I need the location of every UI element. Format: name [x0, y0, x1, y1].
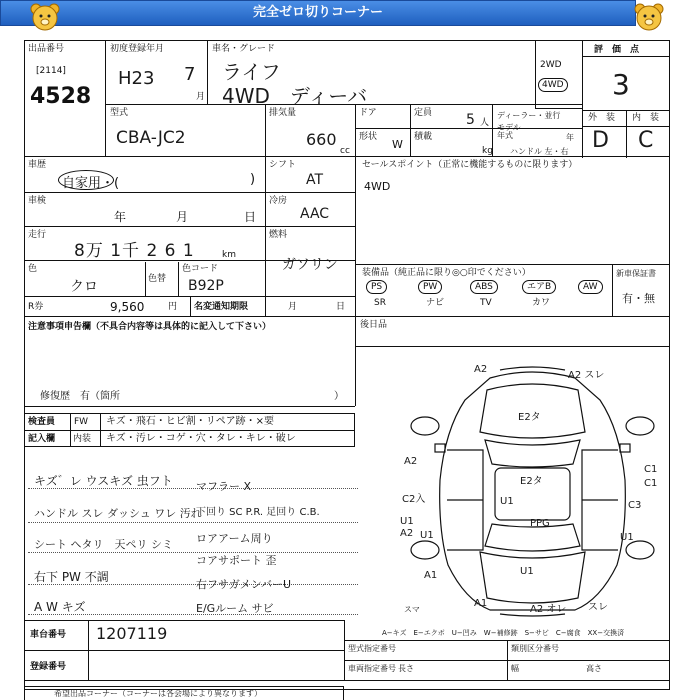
- handwritten-note-5: A W キズ: [34, 600, 86, 614]
- repair-history-close: ）: [334, 391, 344, 402]
- month-unit: 月: [196, 92, 206, 102]
- length-label: 長さ: [398, 664, 414, 673]
- damage-label-rear-scuff: スレ: [588, 602, 608, 613]
- inspector-interior-row: キズ・汚レ・コゲ・穴・タレ・キレ・破レ: [106, 433, 296, 444]
- equipment-label: 装備品（純正品に限り◎○印でください）: [362, 268, 531, 278]
- recycle-unit: 円: [168, 302, 178, 312]
- lot-number-label: 出品番号: [28, 44, 65, 54]
- category-label: 類別区分番号: [511, 644, 559, 653]
- capacity-label: 定員: [414, 108, 433, 118]
- registration-label: 登録番号: [30, 662, 67, 672]
- chassis-number: 1207119: [96, 624, 168, 643]
- damage-label-rear-left: スマ: [404, 605, 420, 614]
- equipment-airbag: エアB: [522, 280, 556, 294]
- recycle-value: 9,560: [110, 300, 145, 314]
- drive-2wd: 2WD: [540, 60, 562, 70]
- color-code-value: B92P: [188, 278, 224, 294]
- damage-label-rear-a1-b: A1: [424, 570, 438, 581]
- shape-label: 形状: [359, 132, 378, 142]
- car-name: ライフ: [222, 60, 281, 84]
- damage-label-rear-a1: A1: [474, 598, 488, 609]
- handwritten-note-right-1: マフラー X: [196, 480, 252, 493]
- handle-label: ハンドル 左・右: [510, 147, 569, 156]
- damage-label-right-c1: C1: [644, 464, 658, 475]
- handwritten-note-right-3: ロアアーム周り: [196, 532, 273, 545]
- history-circle-mark: [58, 170, 114, 190]
- chassis-label: 車台番号: [30, 630, 67, 640]
- inspector-label: 検査員: [28, 417, 56, 427]
- color-code-label: 色コード: [182, 264, 219, 274]
- teddy-bear-left-icon: [28, 2, 62, 34]
- handwritten-note-right-4: コアサポート 歪: [196, 554, 277, 567]
- load-unit: kg: [482, 146, 493, 156]
- first-registration-month: 7: [184, 64, 196, 85]
- car-grade: 4WD ディーバ: [222, 84, 368, 108]
- first-registration-label: 初度登録年月: [110, 44, 165, 54]
- history-close: ): [250, 172, 256, 187]
- vehicle-spec-label: 車両指定番号: [348, 664, 396, 673]
- damage-label-rear-a2-bent: A2 オレ: [530, 604, 567, 615]
- interior-label: 内 装: [632, 113, 660, 123]
- damage-label-a2-front: A2: [474, 364, 488, 375]
- ac-label: 冷房: [269, 196, 288, 206]
- fuel-label: 燃料: [269, 230, 288, 240]
- model-label: 型式: [110, 108, 129, 118]
- damage-label-left-u1: U1: [400, 516, 414, 527]
- exterior-label: 外 装: [588, 113, 616, 123]
- mileage-value: 8万 1千 2 6 1: [74, 241, 195, 261]
- color-label: 色: [28, 264, 38, 274]
- damage-label-left-a2-b: A2: [400, 528, 414, 539]
- type-cert-label: 型式指定番号: [348, 644, 396, 653]
- sales-point-value: 4WD: [364, 180, 391, 193]
- equipment-sr: SR: [374, 298, 386, 308]
- shift-value: AT: [306, 172, 324, 188]
- year-unit: 年: [566, 133, 574, 142]
- notice-day: 日: [336, 302, 346, 312]
- equipment-navi: ナビ: [426, 298, 445, 308]
- handwritten-note-right-5: 右フサガメンバーU: [196, 578, 292, 591]
- damage-label-roof: E2タ: [520, 476, 543, 487]
- inspector-interior-head: 内装: [73, 434, 92, 444]
- ac-value: AAC: [300, 206, 330, 222]
- drive-4wd-circled: 4WD: [538, 78, 568, 92]
- lot-number: 4528: [30, 84, 92, 109]
- inspection-label: 車検: [28, 196, 47, 206]
- damage-label-door: U1: [500, 496, 514, 507]
- damage-label-a2-scuff: A2 スレ: [568, 370, 605, 381]
- interior-grade: C: [638, 128, 654, 153]
- dealer-label: ディーラー・並行: [497, 111, 561, 120]
- displacement-unit: cc: [340, 146, 350, 156]
- displacement-label: 排気量: [269, 108, 297, 118]
- lot-sub-code: [2114]: [36, 66, 66, 76]
- sales-point-label: セールスポイント（正常に機能するものに限ります）: [362, 160, 578, 170]
- score-label: 評 価 点: [594, 45, 640, 55]
- damage-label-left-u1-b: U1: [420, 530, 434, 541]
- inspector-fw-row: キズ・飛石・ヒビ割・リペア跡・×要: [106, 416, 274, 427]
- color-value: クロ: [70, 279, 98, 295]
- shape-value: W: [392, 138, 403, 151]
- door-label: ドア: [359, 108, 377, 118]
- capacity-unit: 人: [480, 118, 490, 128]
- damage-label-ppg: PPG: [530, 518, 550, 529]
- damage-legend: A−キズ E−エクボ U−凹み W−補修跡 S−サビ C−腐食 XX−交換済: [382, 629, 625, 637]
- later-items-label: 後日品: [360, 320, 388, 330]
- damage-label-right-c3: C3: [628, 500, 642, 511]
- height-label: 高さ: [586, 664, 602, 673]
- equipment-abs: ABS: [470, 280, 498, 294]
- damage-label-rear-u1: U1: [520, 566, 534, 577]
- handwritten-note-right-6: E/Gルーム サビ: [196, 602, 274, 615]
- inspection-month: 月: [176, 210, 189, 224]
- handwritten-note-2: ハンドル スレ ダッシュ ワレ 汚れ: [34, 507, 202, 520]
- inspection-day: 日: [244, 210, 257, 224]
- color-swap-label: 色替: [148, 274, 167, 284]
- model-year-label: モデル 年式: [497, 123, 521, 140]
- notice-label: 名変通知期限: [194, 302, 249, 312]
- teddy-bear-right-icon: [632, 2, 666, 34]
- score-value: 3: [612, 68, 630, 101]
- equipment-ps: PS: [366, 280, 387, 294]
- equipment-aw: AW: [578, 280, 603, 294]
- damage-label-hood: E2タ: [518, 412, 541, 423]
- first-registration-year: H23: [118, 68, 155, 89]
- wish-corner-label: 希望出品コーナー（コーナーは各会場により異なります）: [54, 689, 262, 698]
- repair-history-label: 修復歴 有（箇所: [40, 391, 120, 402]
- notes-label: 注意事項申告欄（不具合内容等は具体的に記入して下さい）: [28, 322, 272, 332]
- model-value: CBA-JC2: [116, 128, 186, 148]
- exterior-grade: D: [592, 128, 609, 153]
- damage-label-left-a2: A2: [404, 456, 418, 467]
- banner-title: 完全ゼロ切りコーナー: [0, 0, 636, 26]
- inspector-fw-head: FW: [74, 417, 89, 427]
- mileage-label: 走行: [28, 230, 47, 240]
- car-name-grade-label: 車名・グレード: [212, 44, 276, 54]
- capacity-value: 5: [466, 112, 475, 128]
- fuel-value: ガソリン: [282, 257, 338, 273]
- history-value: 自家用・(: [62, 176, 120, 191]
- mileage-unit: km: [222, 250, 236, 260]
- shift-label: シフト: [269, 160, 297, 170]
- damage-label-left-c2: C2入: [402, 494, 426, 505]
- width-label: 幅: [511, 664, 519, 673]
- recycle-label: R券: [28, 302, 44, 312]
- new-warranty-value: 有・無: [622, 292, 655, 305]
- new-warranty-label: 新車保証書: [616, 269, 656, 278]
- equipment-pw: PW: [418, 280, 442, 294]
- handwritten-note-4: 右下 PW 不調: [34, 570, 109, 584]
- handwritten-note-right-2: 下回り SC P.R. 足回り C.B.: [196, 507, 320, 518]
- notice-month: 月: [288, 302, 298, 312]
- inspector-entry-label: 記入欄: [28, 434, 56, 444]
- load-label: 積載: [414, 132, 433, 142]
- inspection-year: 年: [114, 210, 127, 224]
- equipment-tv: TV: [480, 298, 492, 308]
- displacement-value: 660: [306, 130, 337, 149]
- damage-label-right-u1: U1: [620, 532, 634, 543]
- history-label: 車歴: [28, 160, 47, 170]
- damage-label-right-c1-b: C1: [644, 478, 658, 489]
- handwritten-note-1: キズ゛レ ウスキズ 虫フト: [34, 474, 173, 488]
- equipment-leather: カワ: [532, 298, 551, 308]
- handwritten-note-3: シート ヘタリ 天ペリ シミ: [34, 538, 173, 551]
